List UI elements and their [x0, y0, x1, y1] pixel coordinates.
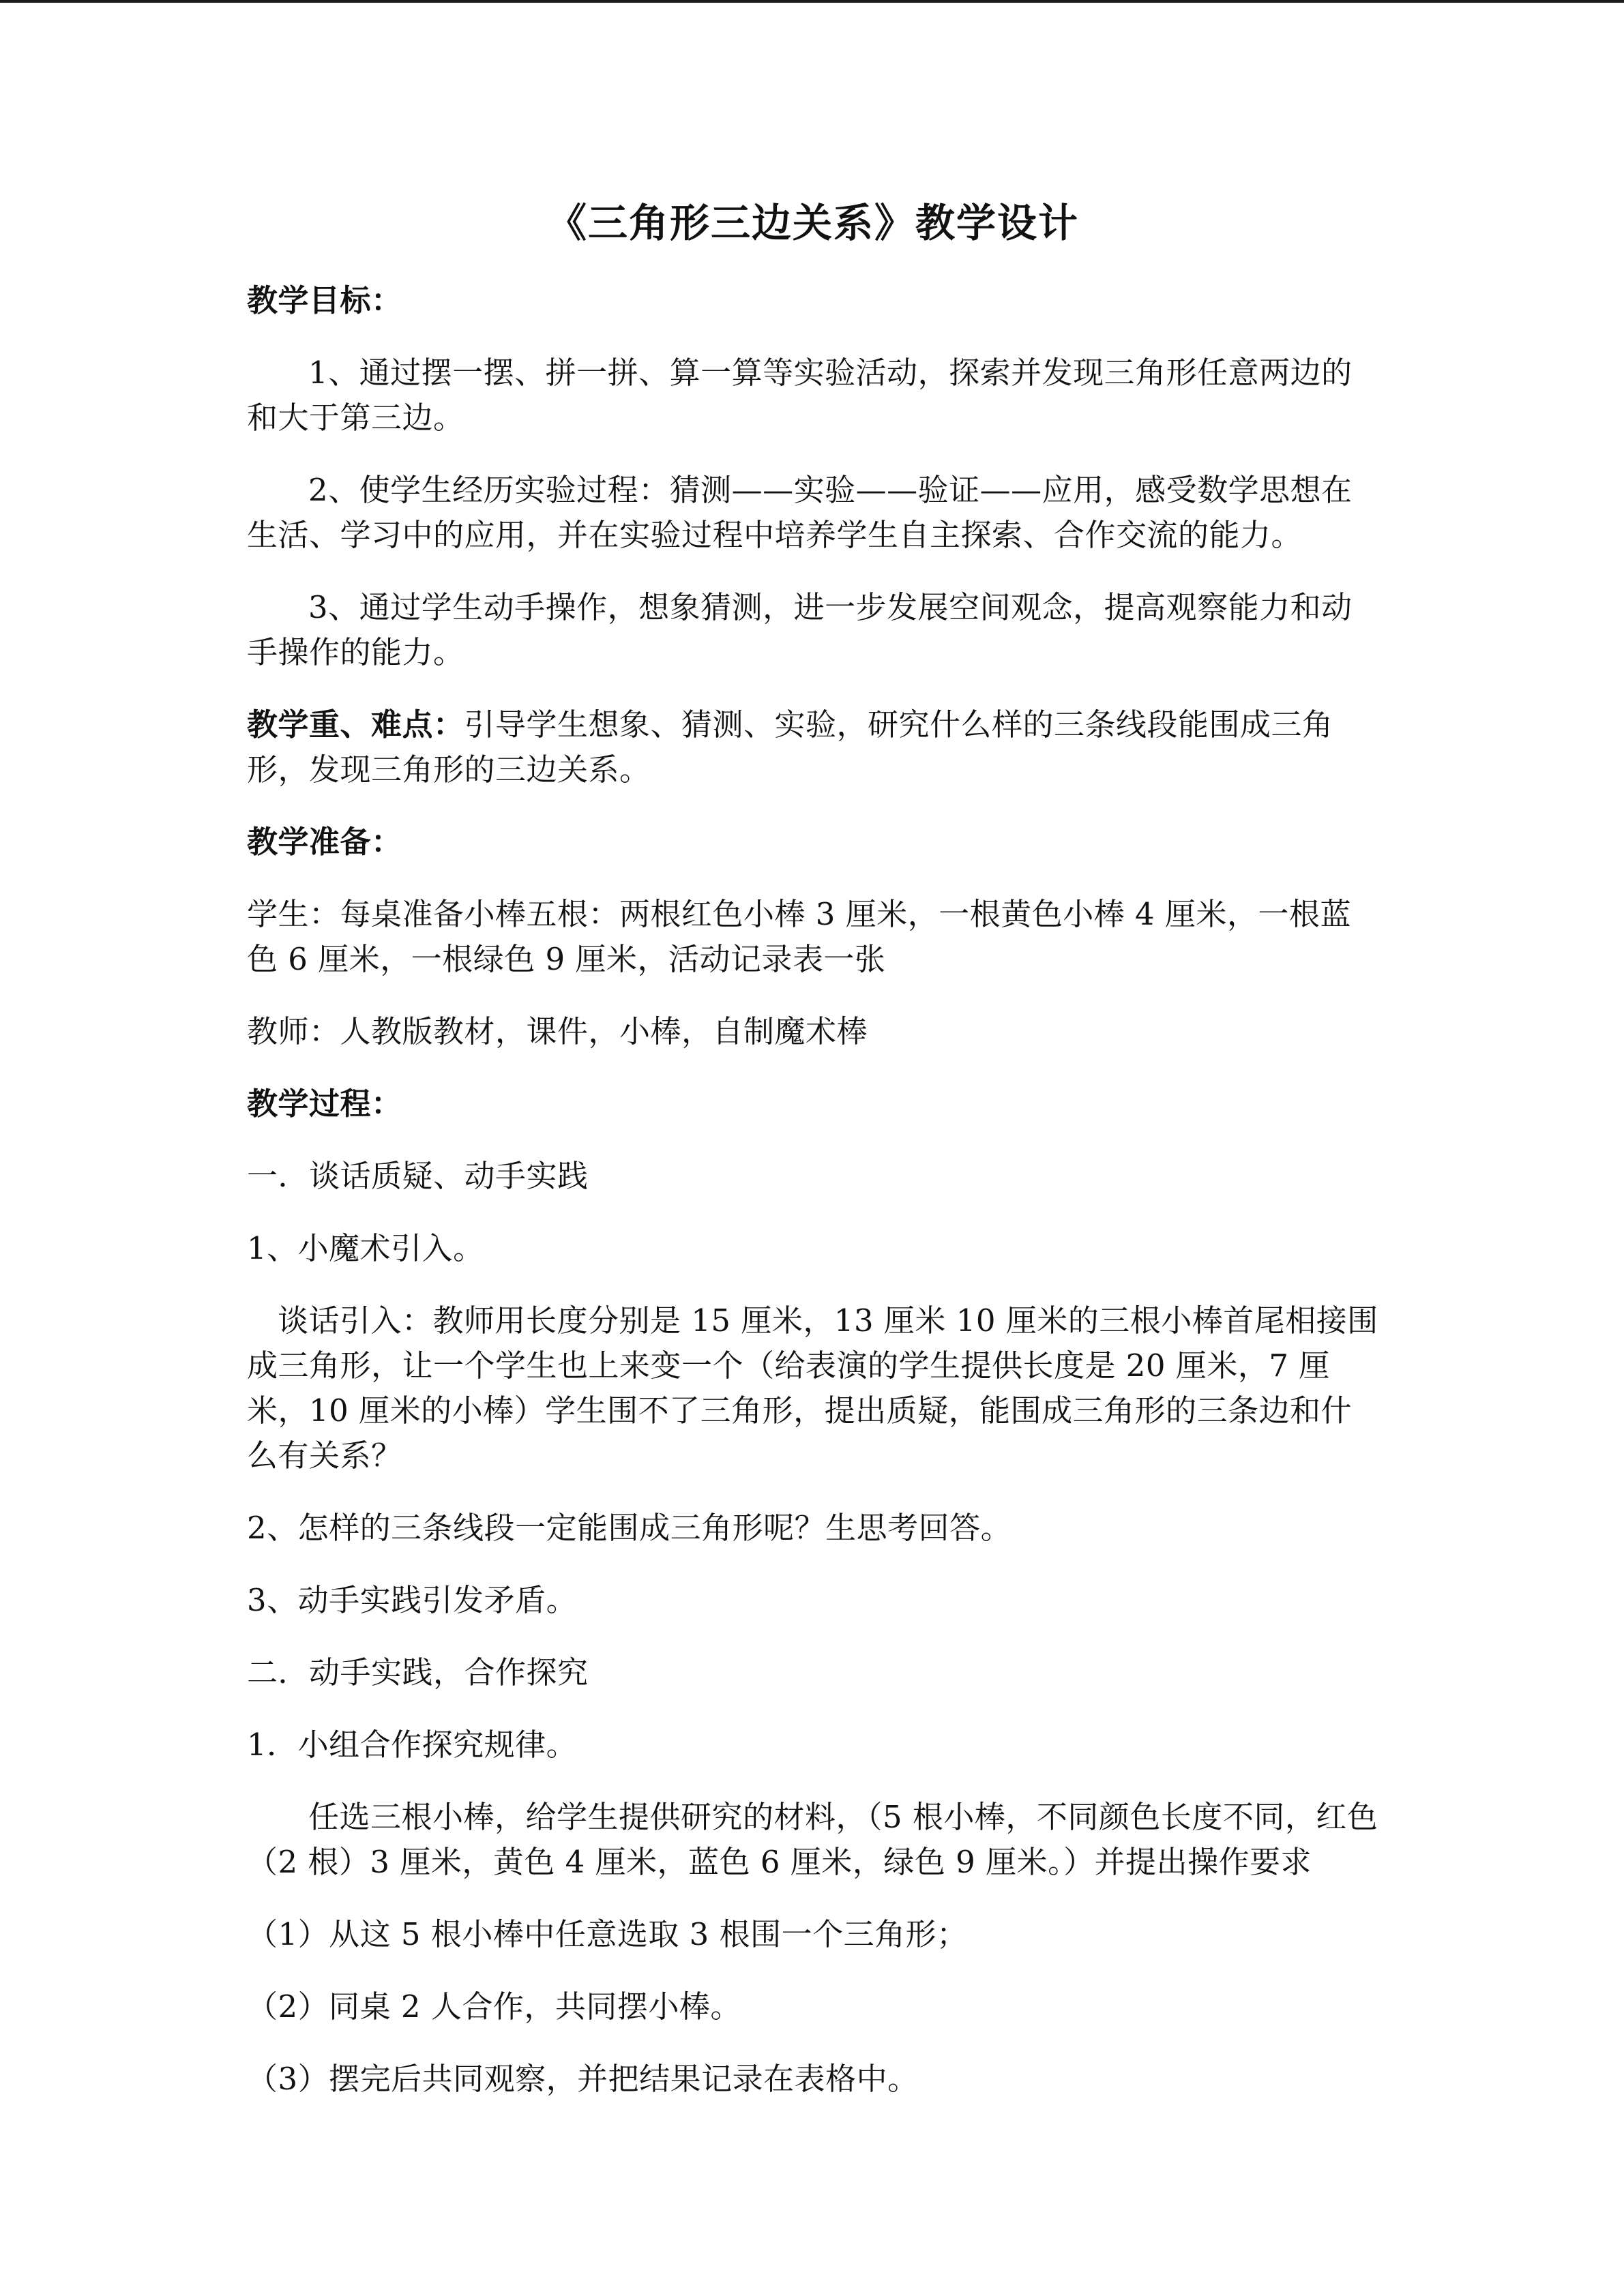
- preparation-student: 学生：每桌准备小棒五根：两根红色小棒 3 厘米，一根黄色小棒 4 厘米，一根蓝色 6 厘米，一根绿色 9 厘米，活动记录表一张: [247, 896, 1351, 977]
- part2-step1: 1．小组合作探究规律。: [247, 1727, 578, 1763]
- goal-item-1: 1、通过摆一摆、拼一拼、算一算等实验活动，探索并发现三角形任意两边的和大于第三边。: [247, 355, 1353, 436]
- goals-heading: 教学目标：: [247, 282, 402, 318]
- top-border-line: [0, 0, 1624, 3]
- requirement-2: （2）同桌 2 人合作，共同摆小棒。: [247, 1988, 741, 2025]
- part1-step1-text: 谈话引入：教师用长度分别是 15 厘米，13 厘米 10 厘米的三根小棒首尾相接围成三角形，让一个学生也上来变一个（给表演的学生提供长度是 20 厘米，7 厘米，10 厘米的小棒）学生围不了三角形，提出质疑，能围成三角形的三条边和什么有关系？: [247, 1302, 1378, 1474]
- part2-title: 二．动手实践，合作探究: [247, 1654, 589, 1690]
- part1-title: 一．谈话质疑、动手实践: [247, 1158, 589, 1194]
- preparation-teacher: 教师：人教版教材，课件，小棒，自制魔术棒: [247, 1013, 868, 1049]
- part1-step2: 2、怎样的三条线段一定能围成三角形呢？生思考回答。: [247, 1510, 1012, 1546]
- process-heading: 教学过程：: [247, 1086, 402, 1122]
- document-title: 《三角形三边关系》教学设计: [546, 200, 1079, 246]
- requirement-1: （1）从这 5 根小棒中任意选取 3 根围一个三角形；: [247, 1916, 968, 1952]
- preparation-heading: 教学准备：: [247, 824, 402, 860]
- key-points-text: 引导学生想象、猜测、实验，研究什么样的三条线段能围成三角形，发现三角形的三边关系。: [247, 706, 1333, 788]
- key-points-label: 教学重、难点：: [247, 706, 464, 743]
- document-page: [247, 191, 1379, 2129]
- part1-step3: 3、动手实践引发矛盾。: [247, 1582, 578, 1618]
- goal-item-2: 2、使学生经历实验过程：猜测——实验——验证——应用，感受数学思想在生活、学习中的应用，并在实验过程中培养学生自主探索、合作交流的能力。: [247, 472, 1353, 553]
- key-points-paragraph: [247, 702, 1379, 792]
- part1-step1: 1、小魔术引入。: [247, 1230, 484, 1266]
- requirement-3: （3）摆完后共同观察，并把结果记录在表格中。: [247, 2061, 919, 2097]
- goal-item-3: 3、通过学生动手操作，想象猜测，进一步发展空间观念，提高观察能力和动手操作的能力。: [247, 589, 1353, 670]
- part2-step1-text: 任选三根小棒，给学生提供研究的材料，（5 根小棒，不同颜色长度不同，红色（2 根）3 厘米，黄色 4 厘米，蓝色 6 厘米，绿色 9 厘米。）并提出操作要求: [247, 1799, 1378, 1880]
